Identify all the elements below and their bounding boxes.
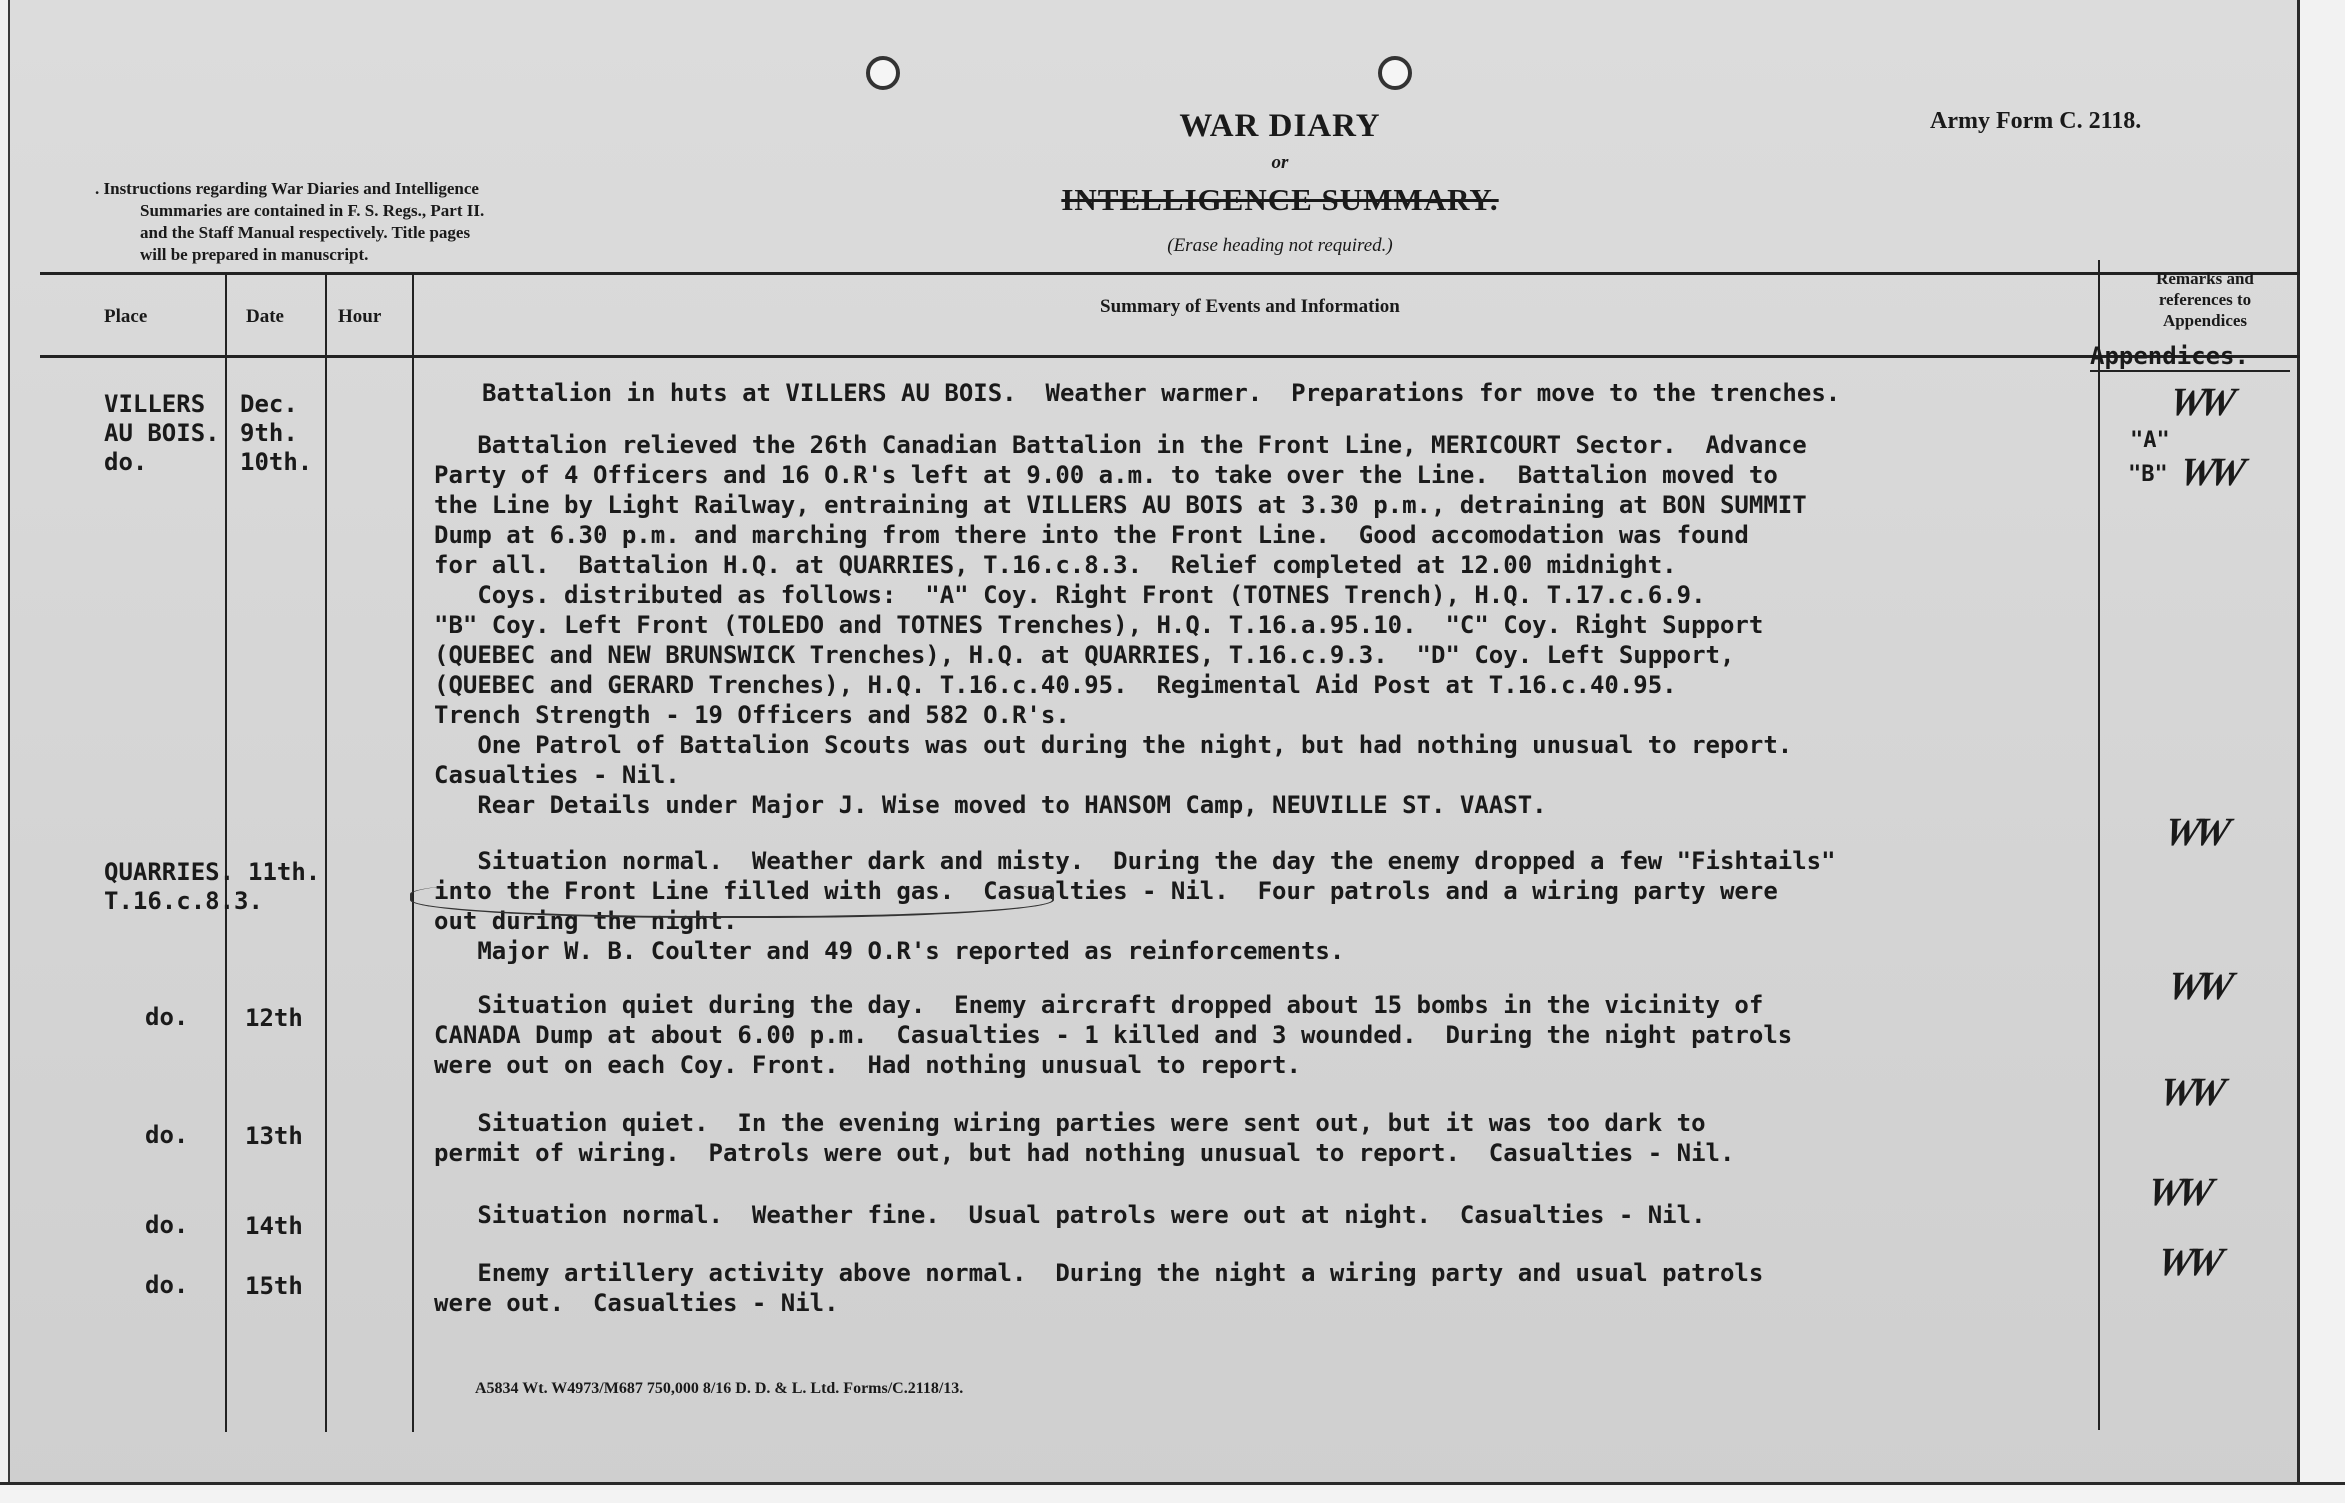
entry-11th: Situation normal. Weather dark and misty. During the day the enemy dropped a few "Fishtails" into the Front Line filled with gas. Casualties - Nil. Four patrols and a wiring party were out during the night. Major W. B. Coulter and 49 O.R's reported as reinforcements.: [434, 847, 1836, 965]
column-rule-place: [225, 272, 227, 1432]
initials-signature: WW: [2164, 963, 2232, 1008]
instructions-line-4: will be prepared in manuscript.: [140, 245, 369, 264]
place-cell: do.: [145, 1271, 189, 1299]
table-top-rule: [40, 272, 2300, 275]
appendices-underline: [2090, 370, 2290, 372]
entry-14th: Situation normal. Weather fine. Usual patrols were out at night. Casualties - Nil.: [434, 1201, 1706, 1229]
initials-signature: WW: [2166, 379, 2234, 424]
initials-signature: WW: [2176, 449, 2244, 494]
form-number: Army Form C. 2118.: [1930, 108, 2142, 134]
column-header-place: Place: [104, 306, 148, 327]
entry-13th: Situation quiet. In the evening wiring parties were sent out, but it was too dark to permit of wiring. Patrols were out, but had nothing unusual to report. Casualties - Nil.: [434, 1109, 1735, 1167]
date-cell: Dec. 9th. 10th.: [240, 390, 313, 476]
instructions: [95, 178, 675, 266]
place-cell: QUARRIES. T.16.c.8.3.: [104, 858, 263, 915]
remarks-header-line-3: Appendices: [2162, 311, 2248, 330]
date-cell: 15th: [245, 1272, 303, 1300]
date-cell: 11th.: [248, 858, 321, 886]
entry-9th: Battalion in huts at VILLERS AU BOIS. Weather warmer. Preparations for move to the trenches.: [482, 379, 1841, 407]
page-bottom-edge: [0, 1482, 2345, 1503]
remarks-header-line-1: Remarks and: [2156, 269, 2254, 288]
instructions-line-2: Summaries are contained in F. S. Regs., Part II.: [140, 201, 485, 220]
entry-12th: Situation quiet during the day. Enemy aircraft dropped about 15 bombs in the vicinity of CANADA Dump at about 6.00 p.m. Casualties - 1 killed and 3 wounded. During the night patrols were out on each Coy. Front. Had nothing unusual to report.: [434, 991, 1793, 1079]
date-cell: 14th: [245, 1212, 303, 1240]
column-header-hour: Hour: [338, 306, 382, 327]
date-cell: 12th: [245, 1004, 303, 1032]
place-cell: VILLERS AU BOIS. do.: [104, 390, 220, 476]
punch-hole-left: [866, 56, 900, 90]
page-subtitle: INTELLIGENCE SUMMARY.: [1061, 182, 1499, 217]
appendix-ref-b: "B": [2128, 462, 2168, 487]
column-rule-hour: [412, 272, 414, 1432]
instructions-line-1: . Instructions regarding War Diaries and Intelligence: [95, 179, 479, 198]
punch-hole-right: [1378, 56, 1412, 90]
place-cell: do.: [145, 1121, 189, 1149]
column-rule-summary: [2098, 260, 2100, 1430]
initials-signature: WW: [2154, 1239, 2222, 1284]
appendices-label: Appendices.: [2090, 342, 2249, 370]
initials-signature: WW: [2144, 1169, 2212, 1214]
entry-10th: Battalion relieved the 26th Canadian Battalion in the Front Line, MERICOURT Sector. Advance Party of 4 Officers and 16 O.R's left at 9.00 a.m. to take over the Line. Battalion moved to the Line by Light Railway, entraining at VILLERS AU BOIS at 3.30 p.m., detraining at BON SUMMIT Dump at 6.30 p.m. and marching from there into the Front Line. Good accomodation was found for all. Battalion H.Q. at QUARRIES, T.16.c.8.3. Relief completed at 12.00 midnight. Coys. distributed as follows: "A" Coy. Right Front (TOTNES Trench), H.Q. T.17.c.6.9. "B" Coy. Left Front (TOLEDO and TOTNES Trenches), H.Q. T.16.a.95.10. "C" Coy. Right Support (QUEBEC and NEW BRUNSWICK Trenches), H.Q. at QUARRIES, T.16.c.9.3. "D" Coy. Left Support, (QUEBEC and GERARD Trenches), H.Q. T.16.c.40.95. Regimental Aid Post at T.16.c.40.95. Trench Strength - 19 Officers and 582 O.R's. One Patrol of Battalion Scouts was out during the night, but had nothing unusual to report. Casualties - Nil. Rear Details under Major J. Wise moved to HANSOM Camp, NEUVILLE ST. VAAST.: [434, 431, 1807, 819]
page-left-edge: [0, 0, 10, 1503]
erase-note: (Erase heading not required.): [1167, 235, 1393, 256]
page-right-edge: [2297, 0, 2345, 1503]
header-bottom-rule: [40, 355, 2300, 358]
appendix-ref-a: "A": [2130, 428, 2170, 453]
remarks-header-line-2: references to: [2158, 290, 2252, 309]
place-cell: do.: [145, 1003, 189, 1031]
printer-footer: A5834 Wt. W4973/M687 750,000 8/16 D. D. & L. Ltd. Forms/C.2118/13.: [475, 1380, 964, 1397]
column-header-date: Date: [246, 306, 284, 327]
initials-signature: WW: [2161, 809, 2229, 854]
page-title: WAR DIARY: [1179, 108, 1381, 144]
date-cell: 13th: [245, 1122, 303, 1150]
pencil-circle-mark: [410, 878, 1054, 918]
entry-15th: Enemy artillery activity above normal. During the night a wiring party and usual patrols were out. Casualties - Nil.: [434, 1259, 1764, 1317]
column-rule-date: [325, 272, 327, 1432]
column-header-summary: Summary of Events and Information: [1100, 296, 1400, 317]
column-header-remarks: [2110, 268, 2300, 331]
instructions-line-3: and the Staff Manual respectively. Title pages: [140, 223, 471, 242]
title-or: or: [1271, 152, 1289, 173]
initials-signature: WW: [2156, 1069, 2224, 1114]
place-cell: do.: [145, 1211, 189, 1239]
